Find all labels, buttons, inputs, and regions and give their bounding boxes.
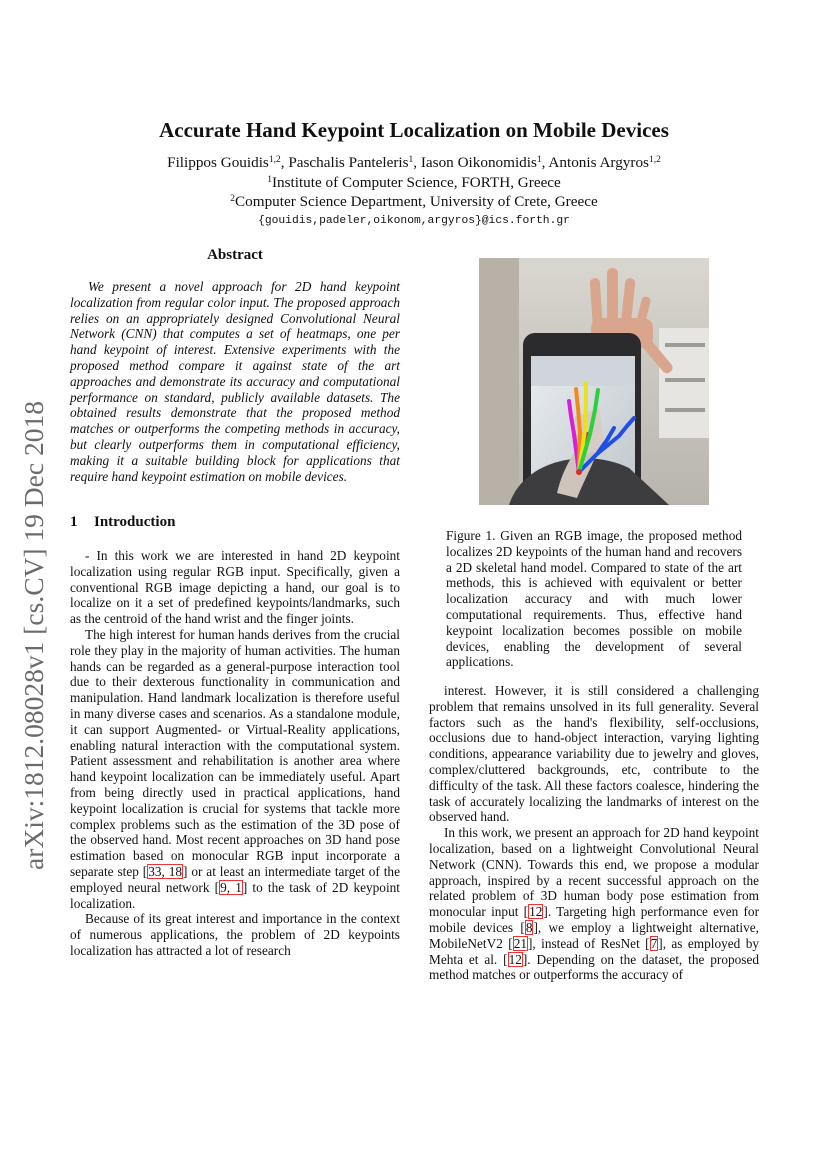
paragraph-text: ], we employ a lightweight alternative, MobileNetV2 [ [429,919,759,951]
citation-link[interactable]: 7 [650,935,658,951]
body-paragraph [70,627,400,911]
arxiv-identifier: arXiv:1812.08028v1 [cs.CV] 19 Dec 2018 [18,401,49,870]
paragraph-text: ]. Targeting high performance even for mobile devices [ [429,904,759,935]
citation-link[interactable]: 21 [513,935,527,951]
paragraph-text: ], as employed by Mehta et al. [ [429,935,759,967]
section-number: 1 [70,514,78,530]
citation-link[interactable]: 12 [529,904,543,920]
paragraph-text: In this work, we present an approach for 2D hand keypoint localization, based on a lightweight Convolutional Neural Network (CNN). Towards this end, we propose a modular approach, inspired by a recent successful approach on the related problem of 3D human body pose estimation from monocular input [ [429,825,759,920]
abstract-text: We present a novel approach for 2D hand keypoint localization from regular color input. The proposed approach relies on an appropriately designed Convolutional Neural Network (CNN) that computes a set of heatmaps, one per hand keypoint of interest. Extensive experiments with the proposed method compare it against state of the art approaches and demonstrate its accuracy and computational performance on standard, publicly available datasets. The obtained results demonstrate that the proposed method matches or outperforms the competing methods in accuracy, but clearly outperforms them in computational efficiency, making it a suitable building block for applications that require hand keypoint estimation on mobile devices. [70,279,400,484]
body-paragraph [70,911,400,958]
affiliation-mark: 2 [230,194,236,204]
paper-title: Accurate Hand Keypoint Localization on Mobile Devices [159,118,669,142]
paragraph-text: ] or at least an intermediate target of the employed neural network [ [70,863,400,895]
author-affiliation-mark: 1,2 [648,155,661,165]
figure-1-caption: Figure 1. Given an RGB image, the proposed method localizes 2D keypoints of the human hand and recovers a 2D skeletal hand model. Compared to state of the art methods, this is achieved with equivalent or better localization accuracy and with much lower computational requirements. Thus, effective hand keypoint localization becomes possible on mobile devices, enabling the development of several applications. [446,528,742,670]
affiliation-2 [0,192,828,211]
citation-link[interactable]: 12 [508,951,522,967]
paragraph-text: ], instead of ResNet [ [527,935,650,951]
author-affiliation-mark: 1 [536,155,542,165]
body-paragraph [429,825,759,983]
citation-link[interactable]: 9, 1 [220,879,242,895]
paragraph-text: ]. Depending on the dataset, the proposed method matches or outperforms the accuracy of [429,951,759,983]
citation-link[interactable]: 33, 18 [148,863,182,879]
paragraph-text: Because of its great interest and importance in the context of numerous applications, the problem of 2D keypoints localization has attracted a lot of research [70,911,400,958]
left-column-body [70,548,400,959]
affiliation-text: Institute of Computer Science, FORTH, Greece [271,174,561,191]
author-name: Paschalis Panteleris [288,154,409,171]
author-affiliation-mark: 1 [408,155,414,165]
hand-keypoint-illustration [479,258,709,505]
author-emails: {gouidis,padeler,oikonom,argyros}@ics.forth.gr [258,215,570,227]
author-list: Filippos Gouidis$^{1,2}$, Paschalis Panteleris$^1$, Iason Oikonomidis$^1$, Antonis Argyros$^{1,2}$ [167,154,661,171]
affiliation-mark: 1 [267,175,272,185]
citation-link[interactable]: 8 [525,919,533,935]
paragraph-text: ] to the task of 2D keypoint localization. [70,879,400,911]
section-heading [70,514,175,531]
section-title: Introduction [94,514,176,530]
right-column-body [429,683,759,983]
author-name: Filippos Gouidis [167,154,269,171]
body-paragraph [429,683,759,825]
body-paragraph [70,548,400,627]
affiliation-1 [0,173,828,192]
author-name: Iason Oikonomidis [420,154,537,171]
paragraph-text: interest. However, it is still considered a challenging problem that remains unsolved in its full generality. Several factors such as the hand's flexibility, self-occlusions, occlusions due to hand-object interaction, varying lighting conditions, appearance variability due to jewelry and gloves, complex/cluttered backgrounds, etc, contribute to the difficulty of the task. All these factors coalesce, hindering the task of accurately localizing the landmarks of interest on the observed hand. [429,683,759,825]
author-name: Antonis Argyros [548,154,649,171]
figure-1-photo [479,258,709,505]
author-affiliation-mark: 1,2 [268,155,281,165]
abstract-heading: Abstract [207,247,263,263]
affiliation-text: Computer Science Department, University of Crete, Greece [235,193,598,210]
paragraph-text: The high interest for human hands derives from the crucial role they play in the majority of human activities. The human hands can be regarded as a general-purpose interaction tool due to their dexterous functionality in communication and manipulation. Hand landmark localization is therefore useful in many diverse cases and scenarios. As a standalone module, it can support Augmented- or Virtual-Reality applications, enabling natural interaction with the computational system. Patient assessment and rehabilitation is another area where hand keypoint localization can be immediately useful. Apart from being directly used in practical applications, hand keypoint localization is crucial for systems that tackle more complex problems such as the estimation of the 3D pose of the observed hand. Most recent approaches on 3D hand pose estimation based on monocular RGB input incorporate a separate step [ [70,626,400,879]
paragraph-text: - In this work we are interested in hand 2D keypoint localization using regular RGB input. Specifically, given a conventional RGB image depicting a hand, our goal is to localize on it a set of predefined keypoints/landmarks, such as the centroid of the hand wrist and the finger joints. [70,548,400,627]
